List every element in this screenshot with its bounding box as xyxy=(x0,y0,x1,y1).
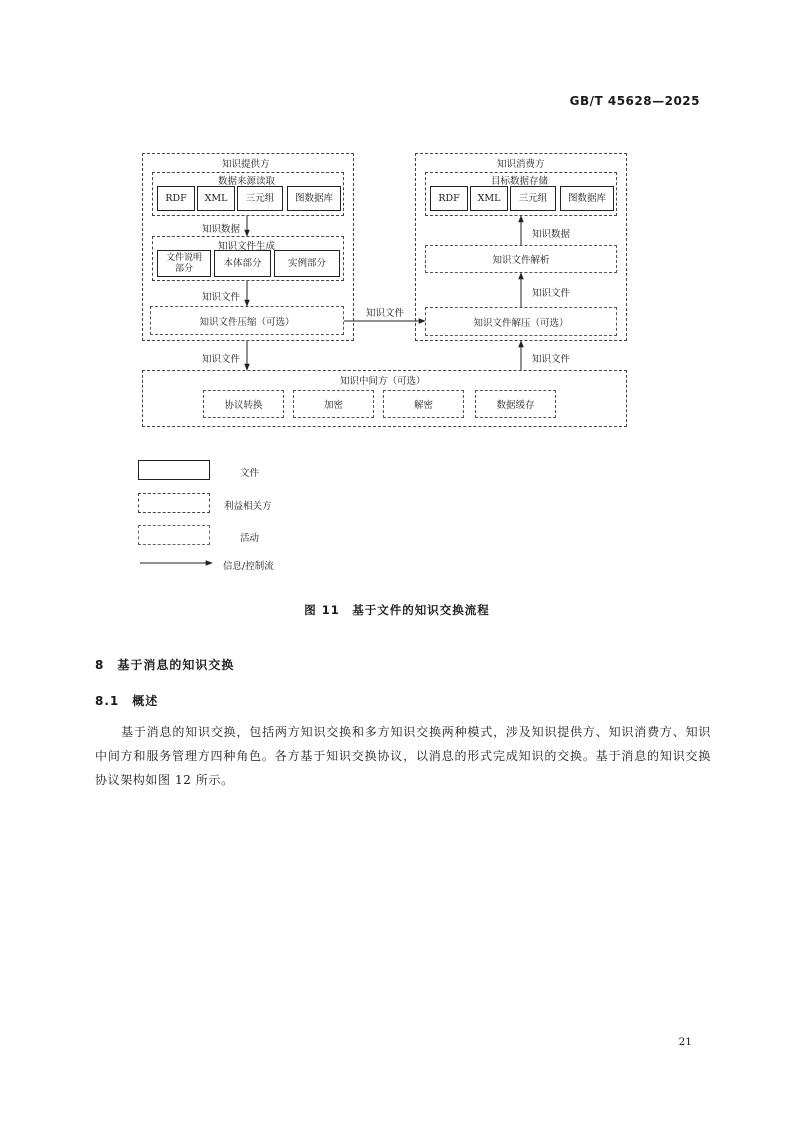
activity-encrypt: 加密 xyxy=(293,390,374,418)
legend-file-label: 文件 xyxy=(240,468,260,479)
activity-protocol-convert: 协议转换 xyxy=(203,390,284,418)
provider-flow-label-file: 知识文件 xyxy=(202,292,241,303)
legend-activity-swatch xyxy=(138,525,210,545)
body-paragraph-text: 基于消息的知识交换，包括两方知识交换和多方知识交换两种模式，涉及知识提供方、知识消费方、知识中间方和服务管理方四种角色。各方基于知识交换协议，以消息的形式完成知识的交换。基于消息的知识交换协议架构如图 12 所示。 xyxy=(95,725,711,787)
provider-title: 知识提供方 xyxy=(222,159,270,170)
target-file-xml: XML xyxy=(470,186,508,211)
source-file-xml: XML xyxy=(197,186,235,211)
gen-part-description: 文件说明 部分 xyxy=(157,250,211,277)
source-file-triple: 三元组 xyxy=(237,186,283,211)
decompress-activity: 知识文件解压（可选） xyxy=(425,307,617,336)
legend-activity-label: 活动 xyxy=(240,533,260,544)
target-store-title: 目标数据存储 xyxy=(491,176,549,187)
legend-file-swatch xyxy=(138,460,210,480)
source-read-title: 数据来源读取 xyxy=(218,176,276,187)
section-heading: 8 基于消息的知识交换 xyxy=(95,658,235,672)
page-number: 21 xyxy=(678,1036,692,1048)
target-file-triple: 三元组 xyxy=(510,186,556,211)
compress-activity: 知识文件压缩（可选） xyxy=(150,306,344,335)
gen-part-ontology: 本体部分 xyxy=(214,250,271,277)
legend-stakeholder-swatch xyxy=(138,493,210,513)
body-paragraph xyxy=(95,720,711,792)
consumer-title: 知识消费方 xyxy=(497,159,545,170)
provider-flow-label-data: 知识数据 xyxy=(202,224,241,235)
up-flow-label: 知识文件 xyxy=(532,354,571,365)
consumer-flow-label-data: 知识数据 xyxy=(532,229,571,240)
consumer-flow-label-file: 知识文件 xyxy=(532,288,571,299)
source-file-graphdb: 图数据库 xyxy=(287,186,341,211)
gen-part-instance: 实例部分 xyxy=(274,250,340,277)
middle-flow-label: 知识文件 xyxy=(366,308,405,319)
activity-data-cache: 数据缓存 xyxy=(475,390,556,418)
down-flow-label: 知识文件 xyxy=(202,354,241,365)
intermediary-title: 知识中间方（可选） xyxy=(340,376,426,387)
standard-number: GB/T 45628—2025 xyxy=(569,94,700,108)
parse-activity: 知识文件解析 xyxy=(425,245,617,273)
legend-stakeholder-label: 利益相关方 xyxy=(224,501,272,512)
subsection-heading: 8.1 概述 xyxy=(95,694,159,708)
activity-decrypt: 解密 xyxy=(383,390,464,418)
target-file-graphdb: 图数据库 xyxy=(560,186,614,211)
source-file-rdf: RDF xyxy=(157,186,195,211)
target-file-rdf: RDF xyxy=(430,186,468,211)
figure-caption: 图 11 基于文件的知识交换流程 xyxy=(304,603,490,617)
legend-flow-label: 信息/控制流 xyxy=(223,561,274,572)
generation-title: 知识文件生成 xyxy=(218,241,276,252)
